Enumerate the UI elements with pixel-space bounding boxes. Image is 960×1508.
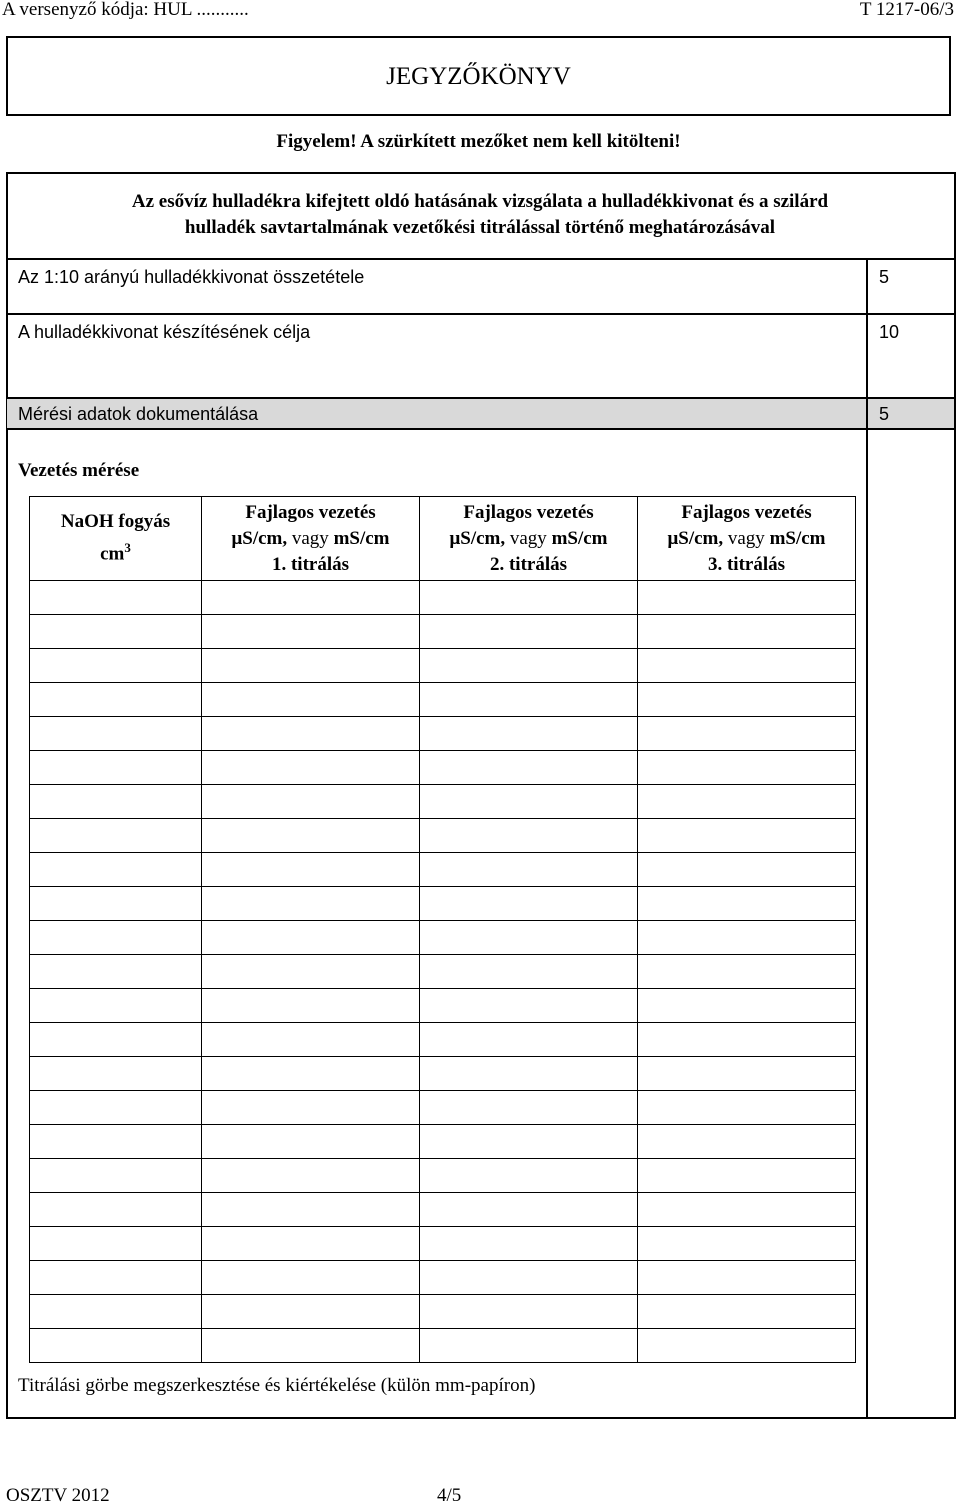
table-cell[interactable] bbox=[202, 1295, 420, 1329]
table-cell[interactable] bbox=[420, 1193, 638, 1227]
column-header-naoh bbox=[30, 497, 202, 581]
table-cell[interactable] bbox=[30, 1125, 202, 1159]
table-cell[interactable] bbox=[30, 1159, 202, 1193]
table-cell[interactable] bbox=[420, 751, 638, 785]
column-header-unit: μS/cm, vagy mS/cm bbox=[449, 527, 608, 549]
column-header-line: Fajlagos vezetés bbox=[245, 501, 376, 523]
table-row bbox=[30, 955, 856, 989]
section-label-data-documentation: Mérési adatok dokumentálása bbox=[18, 404, 259, 424]
table-cell[interactable] bbox=[638, 921, 856, 955]
table-cell[interactable] bbox=[30, 819, 202, 853]
table-row bbox=[30, 751, 856, 785]
table-cell[interactable] bbox=[30, 955, 202, 989]
table-cell[interactable] bbox=[420, 649, 638, 683]
table-cell[interactable] bbox=[420, 717, 638, 751]
table-cell[interactable] bbox=[202, 989, 420, 1023]
table-cell[interactable] bbox=[420, 1091, 638, 1125]
column-header-unit: μS/cm, vagy mS/cm bbox=[667, 527, 826, 549]
table-cell[interactable] bbox=[420, 1329, 638, 1363]
table-body bbox=[30, 581, 856, 1363]
table-cell[interactable] bbox=[420, 887, 638, 921]
table-cell[interactable] bbox=[202, 1329, 420, 1363]
table-row bbox=[30, 819, 856, 853]
table-row bbox=[30, 1023, 856, 1057]
table-cell[interactable] bbox=[202, 1091, 420, 1125]
table-cell[interactable] bbox=[202, 649, 420, 683]
table-cell[interactable] bbox=[638, 751, 856, 785]
table-row bbox=[30, 785, 856, 819]
table-cell[interactable] bbox=[30, 1227, 202, 1261]
table-cell[interactable] bbox=[202, 1023, 420, 1057]
table-cell[interactable] bbox=[202, 1125, 420, 1159]
table-row bbox=[30, 649, 856, 683]
table-row bbox=[30, 1091, 856, 1125]
table-cell[interactable] bbox=[202, 1261, 420, 1295]
table-cell[interactable] bbox=[420, 1159, 638, 1193]
table-row bbox=[30, 717, 856, 751]
divider bbox=[7, 313, 955, 315]
table-cell[interactable] bbox=[202, 955, 420, 989]
table-row bbox=[30, 921, 856, 955]
table-cell[interactable] bbox=[202, 1057, 420, 1091]
divider bbox=[7, 258, 955, 260]
table-cell[interactable] bbox=[420, 785, 638, 819]
titration-curve-label: Titrálási görbe megszerkesztése és kiértékelése (külön mm-papíron) bbox=[18, 1375, 536, 1396]
table-cell[interactable] bbox=[638, 615, 856, 649]
table-cell[interactable] bbox=[420, 819, 638, 853]
table-cell[interactable] bbox=[30, 989, 202, 1023]
table-row bbox=[30, 887, 856, 921]
task-title-line-2: hulladék savtartalmának vezetőkési titrálással történő meghatározásával bbox=[184, 217, 776, 238]
table-row bbox=[30, 1329, 856, 1363]
table-cell[interactable] bbox=[202, 717, 420, 751]
table-cell[interactable] bbox=[420, 1023, 638, 1057]
table-cell[interactable] bbox=[30, 921, 202, 955]
column-header-unit: μS/cm, vagy mS/cm bbox=[231, 527, 390, 549]
table-cell[interactable] bbox=[420, 1295, 638, 1329]
table-cell[interactable] bbox=[420, 921, 638, 955]
table-row bbox=[30, 1295, 856, 1329]
table-row bbox=[30, 1193, 856, 1227]
table-row bbox=[30, 615, 856, 649]
table-cell[interactable] bbox=[420, 853, 638, 887]
table-row bbox=[30, 1227, 856, 1261]
score-column-divider bbox=[866, 258, 868, 1418]
page-number: 4/5 bbox=[437, 1485, 462, 1506]
table-cell[interactable] bbox=[638, 1125, 856, 1159]
table-cell[interactable] bbox=[30, 1329, 202, 1363]
table-row bbox=[30, 989, 856, 1023]
column-header-line: Fajlagos vezetés bbox=[681, 501, 812, 523]
table-cell[interactable] bbox=[638, 649, 856, 683]
table-cell[interactable] bbox=[638, 1329, 856, 1363]
table-cell[interactable] bbox=[30, 683, 202, 717]
table-cell[interactable] bbox=[638, 955, 856, 989]
divider bbox=[7, 428, 955, 430]
section-label-purpose: A hulladékkivonat készítésének célja bbox=[18, 322, 311, 342]
table-cell[interactable] bbox=[420, 1261, 638, 1295]
table-row bbox=[30, 683, 856, 717]
section-score-data-documentation: 5 bbox=[879, 404, 890, 424]
table-cell[interactable] bbox=[202, 1159, 420, 1193]
table-cell[interactable] bbox=[30, 1023, 202, 1057]
table-cell[interactable] bbox=[638, 1091, 856, 1125]
table-cell[interactable] bbox=[638, 785, 856, 819]
table-cell[interactable] bbox=[638, 1057, 856, 1091]
table-cell[interactable] bbox=[30, 581, 202, 615]
table-cell[interactable] bbox=[30, 717, 202, 751]
column-header-line: NaOH fogyás bbox=[60, 511, 171, 533]
table-header-row bbox=[30, 497, 856, 581]
table-cell[interactable] bbox=[30, 853, 202, 887]
table-cell[interactable] bbox=[638, 581, 856, 615]
table-cell[interactable] bbox=[420, 581, 638, 615]
table-cell[interactable] bbox=[420, 1057, 638, 1091]
table-cell[interactable] bbox=[638, 683, 856, 717]
section-label-composition: Az 1:10 arányú hulladékkivonat összetétele bbox=[18, 267, 365, 287]
table-cell[interactable] bbox=[202, 615, 420, 649]
table-cell[interactable] bbox=[638, 1193, 856, 1227]
measurement-heading: Vezetés mérése bbox=[18, 460, 140, 481]
column-header-line: 3. titrálás bbox=[707, 553, 786, 575]
task-title-line-1: Az esővíz hulladékra kifejtett oldó hatásának vizsgálata a hulladékkivonat és a szilárd bbox=[131, 191, 829, 212]
table-cell[interactable] bbox=[638, 853, 856, 887]
table-cell[interactable] bbox=[202, 683, 420, 717]
table-cell[interactable] bbox=[420, 1125, 638, 1159]
table-cell[interactable] bbox=[638, 717, 856, 751]
table-row bbox=[30, 1125, 856, 1159]
table-cell[interactable] bbox=[202, 1227, 420, 1261]
task-title bbox=[10, 189, 950, 241]
column-header-titration-2 bbox=[420, 497, 638, 581]
table-cell[interactable] bbox=[638, 887, 856, 921]
table-cell[interactable] bbox=[30, 785, 202, 819]
table-cell[interactable] bbox=[202, 921, 420, 955]
superscript: 3 bbox=[124, 540, 131, 556]
competitor-code-header: A versenyző kódja: HUL ........... bbox=[2, 0, 249, 20]
column-header-titration-1 bbox=[202, 497, 420, 581]
table-row bbox=[30, 581, 856, 615]
table-cell[interactable] bbox=[30, 649, 202, 683]
table-cell[interactable] bbox=[638, 989, 856, 1023]
table-cell[interactable] bbox=[30, 887, 202, 921]
table-cell[interactable] bbox=[30, 1295, 202, 1329]
table-cell[interactable] bbox=[638, 1159, 856, 1193]
table-cell[interactable] bbox=[638, 1295, 856, 1329]
document-code-header: T 1217-06/3 bbox=[859, 0, 954, 20]
section-score-composition: 5 bbox=[879, 267, 890, 287]
table-cell[interactable] bbox=[638, 1023, 856, 1057]
table-row bbox=[30, 853, 856, 887]
table-cell[interactable] bbox=[202, 1193, 420, 1227]
table-cell[interactable] bbox=[420, 615, 638, 649]
conductivity-table bbox=[29, 496, 856, 1363]
page-title: JEGYZŐKÖNYV bbox=[386, 63, 571, 90]
table-cell[interactable] bbox=[202, 853, 420, 887]
table-cell[interactable] bbox=[638, 819, 856, 853]
table-cell[interactable] bbox=[420, 989, 638, 1023]
table-cell[interactable] bbox=[420, 1227, 638, 1261]
table-row bbox=[30, 1261, 856, 1295]
table-cell[interactable] bbox=[30, 615, 202, 649]
table-cell[interactable] bbox=[30, 1091, 202, 1125]
table-row bbox=[30, 1159, 856, 1193]
table-cell[interactable] bbox=[202, 581, 420, 615]
table-cell[interactable] bbox=[30, 751, 202, 785]
table-cell[interactable] bbox=[30, 1057, 202, 1091]
table-cell[interactable] bbox=[202, 819, 420, 853]
column-header-unit: $cm^3$ bbox=[100, 540, 131, 565]
table-row bbox=[30, 1057, 856, 1091]
column-header-line: 2. titrálás bbox=[489, 553, 568, 575]
table-cell[interactable] bbox=[202, 751, 420, 785]
table-cell[interactable] bbox=[638, 1227, 856, 1261]
table-cell[interactable] bbox=[638, 1261, 856, 1295]
table-cell[interactable] bbox=[420, 955, 638, 989]
table-cell[interactable] bbox=[420, 683, 638, 717]
table-cell[interactable] bbox=[202, 887, 420, 921]
table-cell[interactable] bbox=[202, 785, 420, 819]
footer-exam-name: OSZTV 2012 bbox=[6, 1485, 110, 1506]
notice-text: Figyelem! A szürkített mezőket nem kell kitölteni! bbox=[276, 131, 681, 152]
column-header-titration-3 bbox=[638, 497, 856, 581]
table-cell[interactable] bbox=[30, 1193, 202, 1227]
table-cell[interactable] bbox=[30, 1261, 202, 1295]
section-score-purpose: 10 bbox=[879, 322, 900, 342]
column-header-line: 1. titrálás bbox=[271, 553, 350, 575]
column-header-line: Fajlagos vezetés bbox=[463, 501, 594, 523]
